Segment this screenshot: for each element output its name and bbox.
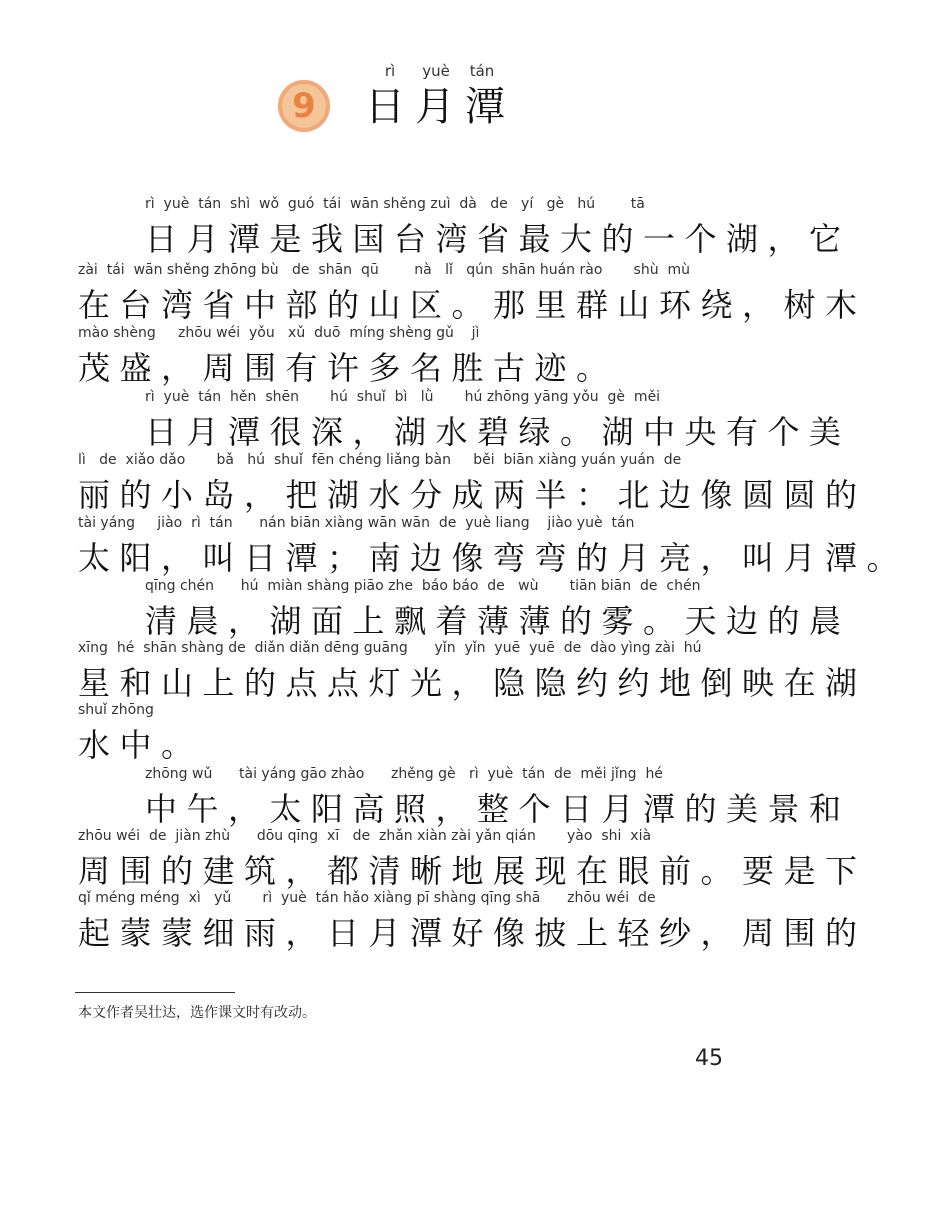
text-line bbox=[0, 452, 867, 518]
footnote-divider bbox=[75, 992, 235, 993]
text-line bbox=[0, 389, 851, 455]
hanzi-row: 日月潭很深，湖水碧绿。湖中央有个美 bbox=[145, 413, 851, 451]
hanzi-row: 中午，太阳高照，整个日月潭的美景和 bbox=[145, 790, 851, 828]
pinyin-row: rì yuè tán shì wǒ guó tái wān shěng zuì dà de yí gè hú tā bbox=[145, 196, 645, 212]
pinyin-row: qīng chén hú miàn shàng piāo zhe báo báo de wù tiān biān de chén bbox=[145, 578, 701, 594]
text-line bbox=[0, 515, 909, 581]
text-line bbox=[0, 890, 867, 956]
pinyin-row: zhōng wǔ tài yáng gāo zhào zhěng gè rì yuè tán de měi jǐng hé bbox=[145, 766, 663, 782]
lesson-number-badge: 9 bbox=[278, 80, 330, 132]
text-line bbox=[0, 828, 867, 894]
text-line bbox=[0, 640, 867, 706]
text-line bbox=[0, 766, 851, 832]
hanzi-row: 日月潭是我国台湾省最大的一个湖，它 bbox=[145, 220, 851, 258]
text-line bbox=[0, 578, 851, 644]
pinyin-row: tài yáng jiào rì tán nán biān xiàng wān wān de yuè liang jiào yuè tán bbox=[78, 515, 635, 531]
footnote: 本文作者吴壮达，选作课文时有改动。 bbox=[78, 1005, 316, 1021]
hanzi-row: 星和山上的点点灯光，隐隐约约地倒映在湖 bbox=[78, 664, 867, 702]
pinyin-row: qǐ méng méng xì yǔ rì yuè tán hǎo xiàng pī shàng qīng shā zhōu wéi de bbox=[78, 890, 656, 906]
title-pinyin-syllable: rì bbox=[384, 62, 396, 80]
hanzi-row: 茂盛，周围有许多名胜古迹。 bbox=[78, 349, 618, 387]
pinyin-row: zài tái wān shěng zhōng bù de shān qū nà lǐ qún shān huán rào shù mù bbox=[78, 262, 690, 278]
hanzi-row: 水中。 bbox=[78, 726, 203, 764]
pinyin-row: rì yuè tán hěn shēn hú shuǐ bì lǜ hú zhōng yāng yǒu gè měi bbox=[145, 389, 661, 405]
pinyin-row: lì de xiǎo dǎo bǎ hú shuǐ fēn chéng liǎng bàn běi biān xiàng yuán yuán de bbox=[78, 452, 682, 468]
hanzi-row: 清晨，湖面上飘着薄薄的雾。天边的晨 bbox=[145, 602, 851, 640]
text-line bbox=[0, 262, 867, 328]
hanzi-row: 丽的小岛，把湖水分成两半：北边像圆圆的 bbox=[78, 476, 867, 514]
pinyin-row: mào shèng zhōu wéi yǒu xǔ duō míng shèng gǔ jì bbox=[78, 325, 480, 341]
pinyin-row: shuǐ zhōng bbox=[78, 702, 154, 718]
text-line bbox=[0, 702, 800, 768]
hanzi-row: 周围的建筑，都清晰地展现在眼前。要是下 bbox=[78, 852, 867, 890]
text-line bbox=[0, 196, 851, 262]
pinyin-row: zhōu wéi de jiàn zhù dōu qīng xī de zhǎn xiàn zài yǎn qián yào shi xià bbox=[78, 828, 652, 844]
hanzi-row: 起蒙蒙细雨，日月潭好像披上轻纱，周围的 bbox=[78, 914, 867, 952]
page-number: 45 bbox=[695, 1046, 723, 1071]
pinyin-row: xīng hé shān shàng de diǎn diǎn dēng guāng yǐn yǐn yuē yuē de dào yìng zài hú bbox=[78, 640, 702, 656]
title-pinyin-syllable: yuè bbox=[422, 62, 450, 80]
text-line bbox=[0, 325, 800, 391]
title-pinyin-syllable: tán bbox=[469, 62, 495, 80]
hanzi-row: 太阳，叫日潭；南边像弯弯的月亮，叫月潭。 bbox=[78, 539, 909, 577]
hanzi-row: 在台湾省中部的山区。那里群山环绕，树木 bbox=[78, 286, 867, 324]
lesson-title: 日月潭 bbox=[365, 84, 515, 130]
